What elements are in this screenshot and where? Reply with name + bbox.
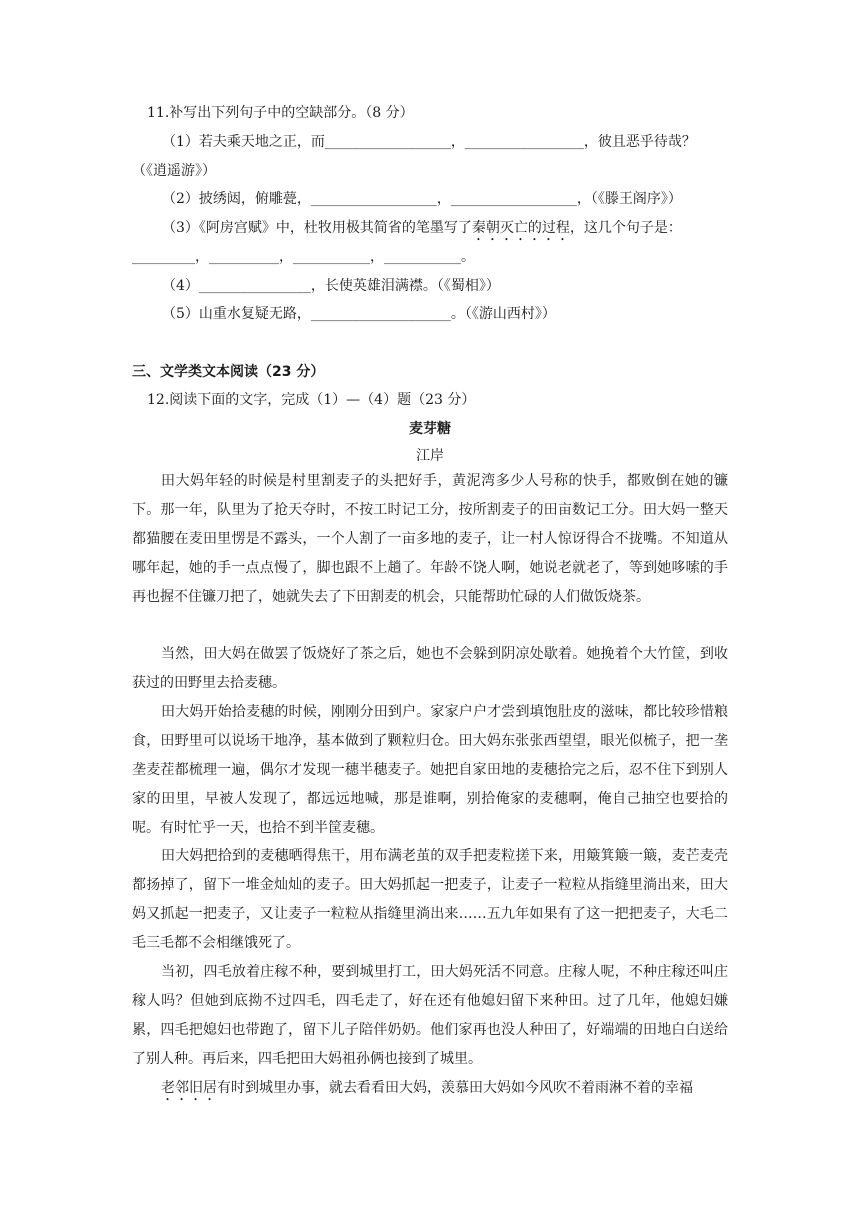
article-author: 江岸	[416, 448, 444, 464]
question-11-title: 11.补写出下列句子中的空缺部分。（8 分）	[147, 105, 414, 121]
section-heading: 三、文学类文本阅读（23 分）	[132, 364, 325, 380]
article-paragraph-4: 田大妈把拾到的麦穗晒得焦干，用布满老茧的双手把麦粒搓下来，用簸箕簸一簸，麦芒麦壳都扬掉了，留下一堆金灿灿的麦子。田大妈抓起一把麦子，让麦子一粒粒从指缝里淌出来，田大妈又抓起一把麦子，又让麦子一粒粒从指缝里淌出来……五九年如果有了这一把把麦子，大毛二毛三毛都不会相继饿死了。	[132, 848, 728, 951]
question-11-item-1-source: （《逍遥游》）	[132, 163, 216, 179]
question-11-item-5: （5）山重水复疑无路，____________________。（《游山西村》）	[162, 306, 556, 322]
question-11-item-1: （1）若夫乘天地之正，而__________________，_________________，彼且恶乎待哉？	[162, 134, 696, 150]
question-11-item-3-blanks: _________，__________，___________，___________。	[132, 249, 475, 265]
paragraph-6-text: 有时到城里办事，就去看看田大妈，羡慕田大妈如今风吹不着雨淋不着的幸福	[217, 1080, 693, 1096]
question-11-item-3	[162, 218, 682, 238]
paragraph-6-emphasized-text: 老邻旧居	[161, 1080, 217, 1096]
question-12-title: 12.阅读下面的文字，完成（1）—（4）题（23 分）	[147, 392, 476, 408]
article-paragraph-1: 田大妈年轻的时候是村里割麦子的头把好手，黄泥湾多少人号称的快手，都败倒在她的镰下。那一年，队里为了抢天夺时，不按工时记工分，按所割麦子的田亩数记工分。田大妈一整天都猫腰在麦田里愣是不露头，一个人割了一亩多地的麦子，让一村人惊讶得合不拢嘴。不知道从哪年起，她的手一点点慢了，脚也跟不上趟了。年龄不饶人啊，她说老就老了，等到她哆嗦的手再也握不住镰刀把了，她就失去了下田割麦的机会，只能帮助忙碌的人们做饭烧茶。	[132, 473, 728, 605]
article-paragraph-3: 田大妈开始拾麦穗的时候，刚刚分田到户。家家户户才尝到填饱肚皮的滋味，都比较珍惜粮食，田野里可以说场干地净，基本做到了颗粒归仓。田大妈东张张西望望，眼光似梳子，把一垄垄麦茬都梳理一遍，偶尔才发现一穗半穗麦子。她把自家田地的麦穗拾完之后，忍不住下到别人家的田里，早被人发现了，都远远地喊，那是谁啊，别拾俺家的麦穗啊，俺自己抽空也要拾的呢。有时忙乎一天，也拾不到半筐麦穗。	[132, 704, 728, 836]
question-11-item-2: （2）披绣闼，俯雕甍，__________________，__________________，（《滕王阁序》）	[162, 191, 682, 207]
article-paragraph-2: 当然，田大妈在做罢了饭烧好了茶之后，她也不会躲到阴凉处歇着。她挽着个大竹筐，到收获过的田野里去拾麦穗。	[132, 646, 728, 691]
item-3-text-before: （3）《阿房宫赋》中，杜牧用极其简省的笔墨写了	[162, 220, 472, 236]
article-paragraph-5: 当初，四毛放着庄稼不种，要到城里打工，田大妈死活不同意。庄稼人呢，不种庄稼还叫庄稼人吗？但她到底拗不过四毛，四毛走了，好在还有他媳妇留下来种田。过了几年，他媳妇嫌累，四毛把媳妇也带跑了，留下儿子陪伴奶奶。他们家再也没人种田了，好端端的田地白白送给了别人种。再后来，四毛把田大妈祖孙俩也接到了城里。	[132, 964, 728, 1067]
article-paragraph-6	[132, 1074, 728, 1104]
question-11-item-4: （4）________________，长使英雄泪满襟。（《蜀相》）	[162, 278, 500, 294]
article-title: 麦芽糖	[409, 421, 451, 437]
item-3-emphasized-text: 秦朝灭亡的过程	[471, 220, 570, 236]
item-3-text-after: ，这几个句子是：	[569, 220, 682, 236]
